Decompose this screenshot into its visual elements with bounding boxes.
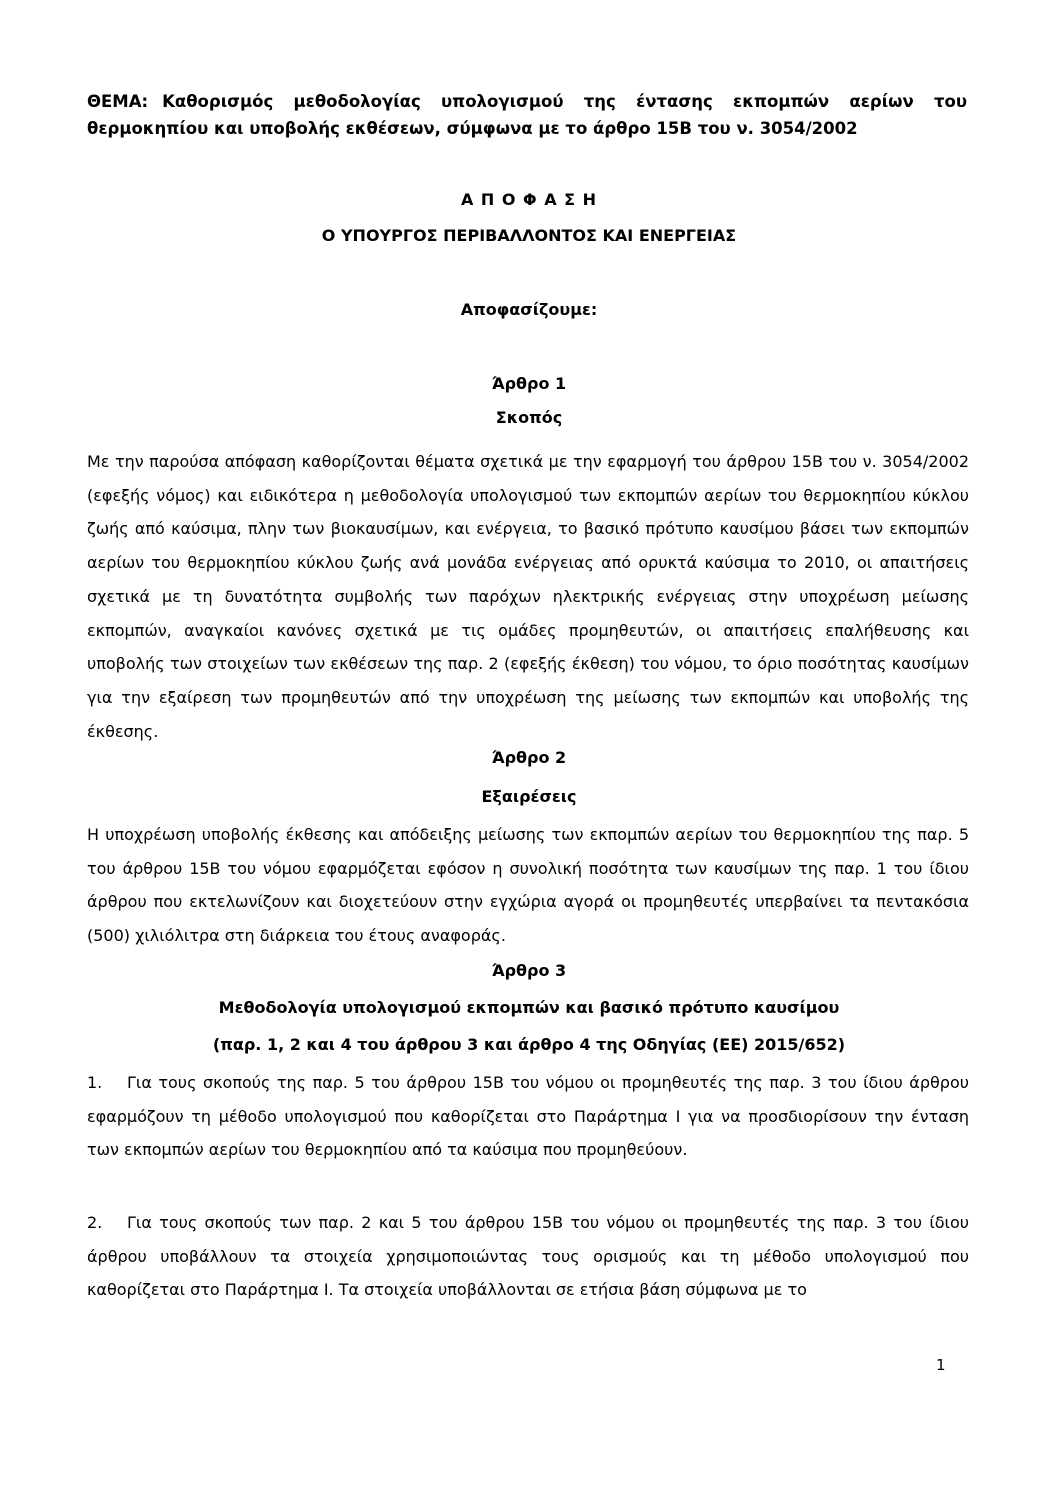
page-number: 1 xyxy=(936,1356,946,1374)
article-3-number: Άρθρο 3 xyxy=(491,961,567,980)
authority-heading: Ο ΥΠΟΥΡΓΟΣ ΠΕΡΙΒΑΛΛΟΝΤΟΣ ΚΑΙ ΕΝΕΡΓΕΙΑΣ xyxy=(321,226,737,245)
decide-heading: Αποφασίζουμε: xyxy=(460,300,598,319)
item-text: Για τους σκοπούς της παρ. 5 του άρθρου 15Β του νόμου οι προμηθευτές της παρ. 3 του ίδιου άρθρου εφαρμόζουν τη μέθοδο υπολογισμού που καθορίζεται στο Παράρτημα Ι για να προσδιορίσουν την ένταση των εκπομπών αερίων του θερμοκηπίου από τα καύσιμα που προμηθεύουν. xyxy=(87,1073,969,1160)
article-1-number: Άρθρο 1 xyxy=(491,374,567,393)
article-3-title: Μεθοδολογία υπολογισμού εκπομπών και βασικό πρότυπο καυσίμου xyxy=(218,998,840,1017)
article-2-title: Εξαιρέσεις xyxy=(481,787,577,806)
item-number: 1. xyxy=(87,1073,103,1092)
subject-heading xyxy=(87,88,967,142)
article-2-number: Άρθρο 2 xyxy=(491,748,567,767)
subject-label: ΘΕΜΑ: xyxy=(87,92,149,111)
item-number: 2. xyxy=(87,1213,103,1232)
decision-title: Α Π Ο Φ Α Σ Η xyxy=(460,190,598,209)
article-1-title: Σκοπός xyxy=(495,408,563,427)
article-3-item-1 xyxy=(87,1066,969,1167)
article-2-text: Η υποχρέωση υποβολής έκθεσης και απόδειξης μείωσης των εκπομπών αερίων του θερμοκηπίου της παρ. 5 του άρθρου 15Β του νόμου εφαρμόζεται εφόσον η συνολική ποσότητα των καυσίμων της παρ. 1 του ίδιου άρθρου που εκτελωνίζουν και διοχετεύουν στην εγχώρια αγορά οι προμηθευτές υπερβαίνει τα πεντακόσια (500) χιλιόλιτρα στη διάρκεια του έτους αναφοράς. xyxy=(87,825,969,946)
subject-text: Καθορισμός μεθοδολογίας υπολογισμού της έντασης εκπομπών αερίων του θερμοκηπίου και υποβολής εκθέσεων, σύμφωνα με το άρθρο 15Β του ν. 3054/2002 xyxy=(87,92,967,138)
item-text: Για τους σκοπούς των παρ. 2 και 5 του άρθρου 15Β του νόμου οι προμηθευτές της παρ. 3 του ίδιου άρθρου υποβάλλουν τα στοιχεία χρησιμοποιώντας τους ορισμούς και τη μέθοδο υπολογισμού που καθορίζεται στο Παράρτημα Ι. Τα στοιχεία υποβάλλονται σε ετήσια βάση σύμφωνα με το xyxy=(87,1213,969,1300)
article-3-item-2 xyxy=(87,1206,969,1307)
article-1-text: Με την παρούσα απόφαση καθορίζονται θέματα σχετικά με την εφαρμογή του άρθρου 15Β του ν. 3054/2002 (εφεξής νόμος) και ειδικότερα η μεθοδολογία υπολογισμού των εκπομπών αερίων του θερμοκηπίου κύκλου ζωής από καύσιμα, πλην των βιοκαυσίμων, και ενέργεια, το βασικό πρότυπο καυσίμου βάσει των εκπομπών αερίων του θερμοκηπίου κύκλου ζωής ανά μονάδα ενέργειας από ορυκτά καύσιμα το 2010, οι απαιτήσεις σχετικά με τη δυνατότητα συμβολής των παρόχων ηλεκτρικής ενέργειας στην υποχρέωση μείωσης εκπομπών, αναγκαίοι κανόνες σχετικά με τις ομάδες προμηθευτών, οι απαιτήσεις επαλήθευσης και υποβολής των στοιχείων των εκθέσεων της παρ. 2 (εφεξής έκθεση) του νόμου, το όριο ποσότητας καυσίμων για την εξαίρεση των προμηθευτών από την υποχρέωση της μείωσης των εκπομπών και υποβολής της έκθεσης. xyxy=(87,452,969,741)
article-3-subtitle: (παρ. 1, 2 και 4 του άρθρου 3 και άρθρο 4 της Οδηγίας (ΕΕ) 2015/652) xyxy=(212,1035,846,1054)
